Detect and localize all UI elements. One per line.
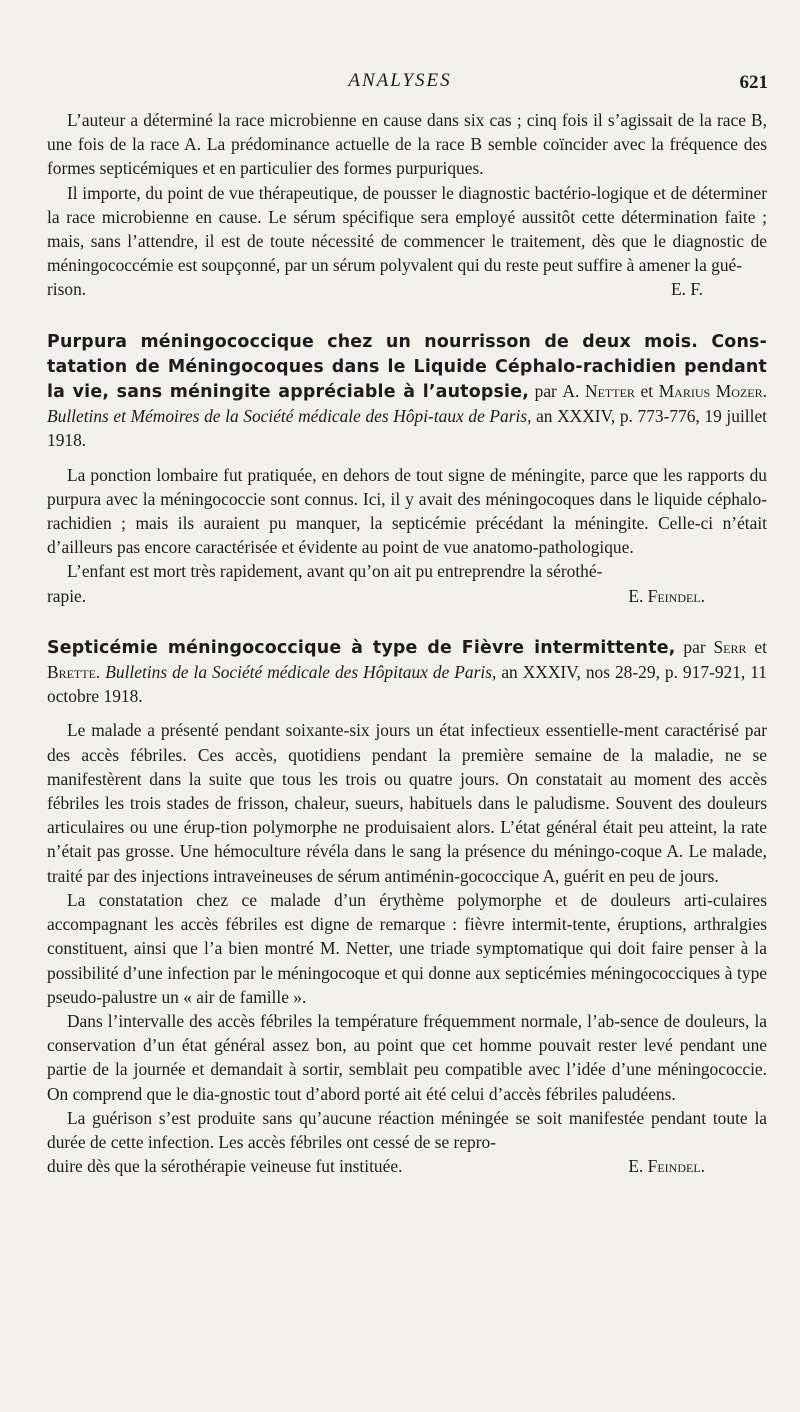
citation: an XXXIV, p. 773-776, 19 juillet 1918.: [47, 406, 767, 451]
article-heading: [47, 329, 767, 453]
paragraph-end: rapie.: [47, 585, 87, 606]
article-title: Septicémie méningococcique à type de Fièvre intermittente,: [47, 637, 676, 658]
article-heading: [47, 635, 767, 709]
paragraph: Dans l’intervalle des accès fébriles la température fréquemment normale, l’ab-sence de douleurs, la conservation d’un état général assez bon, au point que cet homme pouvait rester levé pendant une partie de la journée et demandait à sortir, semblait peu compatible avec l’idée d’une méningococcie. On comprend que le dia-gnostic tout d’abord porté ait été celui d’accès fébriles paludéens.: [47, 1010, 767, 1104]
signature: E. Feindel.: [628, 585, 705, 606]
author: Serr: [713, 636, 747, 657]
article-title: Purpura méningococcique chez un nourrisson de deux mois. Cons-tatation de Méningocoques dans le Liquide Céphalo-rachidien pendant la vie, sans méningite appréciable à l’autopsie,: [47, 331, 767, 403]
journal-title: Bulletins et Mémoires de la Société médicale des Hôpi-taux de Paris,: [47, 406, 532, 427]
signature-line: [47, 277, 767, 301]
et-word: et: [640, 381, 654, 402]
par-word: par: [683, 636, 706, 657]
paragraph: Le malade a présenté pendant soixante-six jours un état infectieux essentielle-ment caractérisé par des accès fébriles. Ces accès, quotidiens pendant la première semaine de la maladie, ne se manifestèrent dans la suite que tous les trois ou quatre jours. On constatait au moment des accès fébriles les trois stades de frisson, chaleur, sueurs, habituels dans le paludisme. Souvent des douleurs articulaires ou une érup-tion polymorphe ne produisaient alors. L’état général était peu atteint, la rate n’était pas grosse. Une hémoculture révéla dans le sang la présence du méningo-coque A. Le malade, traité par des injections intraveineuses de sérum antiménin-gococcique A, guérit en peu de jours.: [47, 720, 767, 886]
running-title: ANALYSES: [348, 70, 452, 91]
signature: E. Feindel.: [628, 1156, 705, 1177]
paragraph: Il importe, du point de vue thérapeutique, de pousser le diagnostic bactério-logique et de déterminer la race microbienne en cause. Le sérum spécifique sera employé aussitôt cette détermination faite ; mais, sans l’attendre, il est de toute nécessité de commencer le traitement, dès que le diagnostic de méningococcémie est soupçonné, par un sérum polyvalent qui du reste peut suffire à amener la gué-: [47, 182, 767, 276]
signature: E. F.: [671, 279, 703, 300]
paragraph: L’auteur a déterminé la race microbienne en cause dans six cas ; cinq fois il s’agissait de la race B, une fois de la race A. La prédominance actuelle de la race B semble coïncider avec la fréquence des formes septicémiques et en particulier des formes purpuriques.: [47, 110, 767, 179]
article-septicemie: [47, 635, 767, 1178]
author: Marius Mozer.: [658, 381, 767, 402]
citation: an XXXIV, nos 28-29, p. 917-921, 11 octobre 1918.: [47, 662, 767, 707]
signature-line: [47, 1154, 767, 1178]
et-word: et: [754, 636, 767, 657]
article-purpura: [47, 329, 767, 608]
paragraph: La ponction lombaire fut pratiquée, en dehors de tout signe de méningite, parce que les rapports du purpura avec la méningococcie sont connus. Ici, il y avait des méningocoques dans le liquide céphalo-rachidien ; mais ils auraient pu manquer, la septicémie précédant la méningite. Celle-ci n’était d’ailleurs pas encore caractérisée et évidente au point de vue anatomo-pathologique.: [47, 464, 767, 558]
signature-line: [47, 584, 767, 608]
author: Brette.: [47, 662, 101, 683]
journal-title: Bulletins de la Société médicale des Hôpitaux de Paris,: [105, 662, 497, 683]
page-header: [0, 68, 800, 98]
paragraph: La constatation chez ce malade d’un érythème polymorphe et de douleurs arti-culaires accompagnant les accès fébriles est digne de remarque : fièvre intermit-tente, éruptions, arthralgies constituent, ainsi que l’a bien montré M. Netter, une triade symptomatique qui doit faire penser à la possibilité d’une infection par le méningocoque et qui donne aux septicémies méningococciques à type pseudo-palustre un « air de famille ».: [47, 889, 767, 1007]
intro-section: [47, 108, 767, 302]
author: A. Netter: [562, 381, 635, 402]
page-body: [47, 108, 767, 1178]
par-word: par: [534, 381, 557, 402]
paragraph-end: duire dès que la sérothérapie veineuse fut instituée.: [47, 1156, 403, 1177]
paragraph: La guérison s’est produite sans qu’aucune réaction méningée se soit manifestée pendant toute la durée de cette infection. Les accès fébriles ont cessé de se repro-: [47, 1107, 767, 1152]
paragraph-end: rison.: [47, 279, 87, 300]
paragraph: L’enfant est mort très rapidement, avant qu’on ait pu entreprendre la sérothé-: [67, 561, 603, 582]
page-number: 621: [739, 72, 768, 93]
